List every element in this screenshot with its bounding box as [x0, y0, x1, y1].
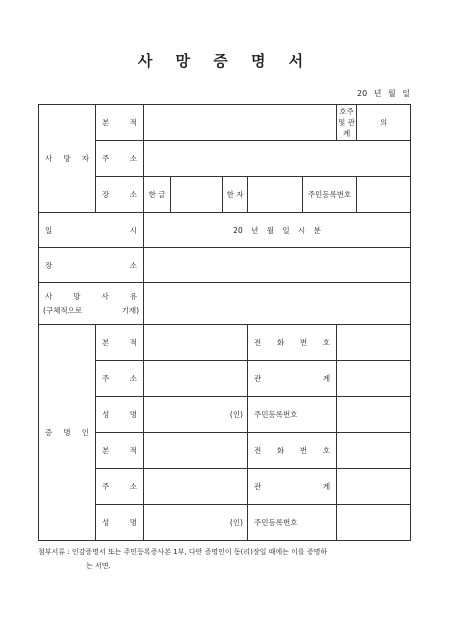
- deceased-section-label: 사 망 자: [39, 105, 96, 213]
- witness1-name-label: 성 명: [96, 397, 144, 433]
- witness1-domicile-field[interactable]: [144, 325, 248, 361]
- witness1-address-label: 주 소: [96, 361, 144, 397]
- deceased-address-field[interactable]: [144, 141, 411, 177]
- witness2-name-field[interactable]: [144, 505, 248, 541]
- witness2-domicile-field[interactable]: [144, 433, 248, 469]
- relation-suffix: 의: [379, 118, 388, 127]
- witness1-rrn-field[interactable]: [337, 397, 411, 433]
- deceased-name-label: 장 소: [96, 177, 144, 213]
- witness1-rrn-label: 주민등록번호: [248, 397, 337, 433]
- witness1-name-field[interactable]: [144, 397, 248, 433]
- witness2-address-label: 주 소: [96, 469, 144, 505]
- cause-label-line2: (구체적으로 기재): [43, 306, 139, 315]
- attachment-note-line1: 첨부서류 : 인감증명서 또는 주민등록증사본 1부, 다만 증명인이 동(리)장일 때에는 이를 증명하: [38, 548, 328, 556]
- witness2-domicile-label: 본 적: [96, 433, 144, 469]
- deceased-domicile-field[interactable]: [144, 105, 337, 141]
- cause-field[interactable]: [144, 283, 411, 325]
- witness2-name-label: 성 명: [96, 505, 144, 541]
- death-certificate-form: [38, 104, 411, 541]
- witness1-address-field[interactable]: [144, 361, 248, 397]
- deceased-address-label: 주 소: [96, 141, 144, 177]
- hanja-name-field[interactable]: [248, 177, 303, 213]
- deceased-domicile-label: 본 적: [96, 105, 144, 141]
- hanja-label: 한 자: [223, 177, 248, 213]
- witness2-address-field[interactable]: [144, 469, 248, 505]
- witness-section-label: 증 명 인: [39, 325, 96, 541]
- hangul-label: 한 글: [144, 177, 171, 213]
- datetime-label: 일 시: [39, 213, 144, 248]
- deceased-rrn-label: 주민등록번호: [303, 177, 357, 213]
- witness1-domicile-label: 본 적: [96, 325, 144, 361]
- document-title: 사 망 증 명 서: [137, 52, 313, 70]
- witness1-phone-label: 전 화 번 호: [248, 325, 337, 361]
- witness2-seal: (인): [229, 518, 243, 527]
- witness2-relation-field[interactable]: [337, 469, 411, 505]
- attachment-note-line2: 는 서면.: [86, 562, 111, 570]
- deceased-relation-label: 호주 및 관계: [337, 105, 357, 141]
- witness2-rrn-field[interactable]: [337, 505, 411, 541]
- datetime-field[interactable]: 20 년 월 일 시 분: [144, 213, 411, 248]
- witness2-rrn-label: 주민등록번호: [248, 505, 337, 541]
- deceased-relation-field[interactable]: [357, 105, 411, 141]
- cause-label: [39, 283, 144, 325]
- deceased-rrn-field[interactable]: [357, 177, 411, 213]
- place-label: 장 소: [39, 248, 144, 283]
- witness2-phone-field[interactable]: [337, 433, 411, 469]
- witness1-relation-field[interactable]: [337, 361, 411, 397]
- witness2-phone-label: 전 화 번 호: [248, 433, 337, 469]
- attachment-note: [38, 545, 413, 573]
- witness2-relation-label: 관 계: [248, 469, 337, 505]
- place-field[interactable]: [144, 248, 411, 283]
- witness1-seal: (인): [229, 410, 243, 419]
- issue-date: 20 년 월 일: [357, 89, 410, 98]
- cause-label-line1: 사 망 사 유: [45, 292, 137, 301]
- witness1-relation-label: 관 계: [248, 361, 337, 397]
- witness1-phone-field[interactable]: [337, 325, 411, 361]
- hangul-name-field[interactable]: [171, 177, 223, 213]
